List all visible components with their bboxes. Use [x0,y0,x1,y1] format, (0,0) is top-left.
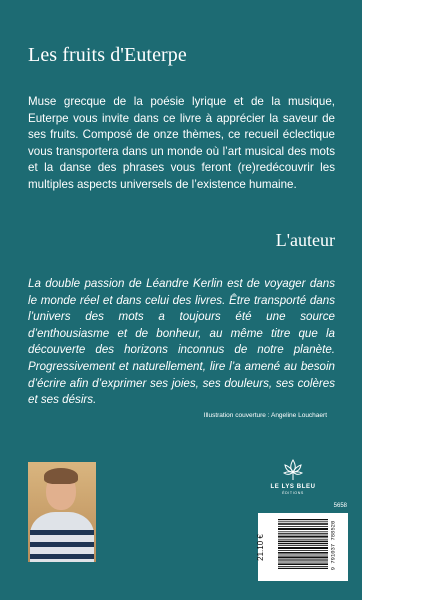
author-bio: La double passion de Léandre Kerlin est de voyager dans le monde réel et dans celui des livres. Être transporté dans l’univers des mots a toujours été une source d’enthousiasme et de bonheur, au même titre que la découverte des horizons inconnus de notre planète. Progressivement et naturellement, lire l’a amené au besoin d’écrire afin d’exprimer ses joies, ses douleurs, ses colères et ses désirs. [28,277,335,407]
catalog-code: 5658 [333,503,347,509]
publisher-subtitle: ÉDITIONS [282,491,304,495]
author-heading: L'auteur [275,230,335,250]
publisher-name: LE LYS BLEU [270,484,316,490]
book-summary: Muse grecque de la poésie lyrique et de la musique, Euterpe vous invite dans ce livre à apprécier la saveur de ses fruits. Composé de onze thèmes, ce recueil éclectique vous transportera dans un monde où l’art musical des mots et la danse des phrases vous feront (re)redécouvrir les multiples aspects universels de l’existence humaine. [28,95,335,191]
illustration-credit: Illustration couverture : Angeline Louchaert [203,412,327,419]
isbn-digits: 9 791037 788520 [329,520,337,571]
price-label: 21.10 € [255,534,265,561]
lily-flower-icon [282,458,304,482]
author-photo [28,462,96,562]
book-title: Les fruits d'Euterpe [28,44,187,66]
page-margin [362,0,423,600]
barcode-area [255,513,348,581]
publisher-logo [268,458,318,495]
